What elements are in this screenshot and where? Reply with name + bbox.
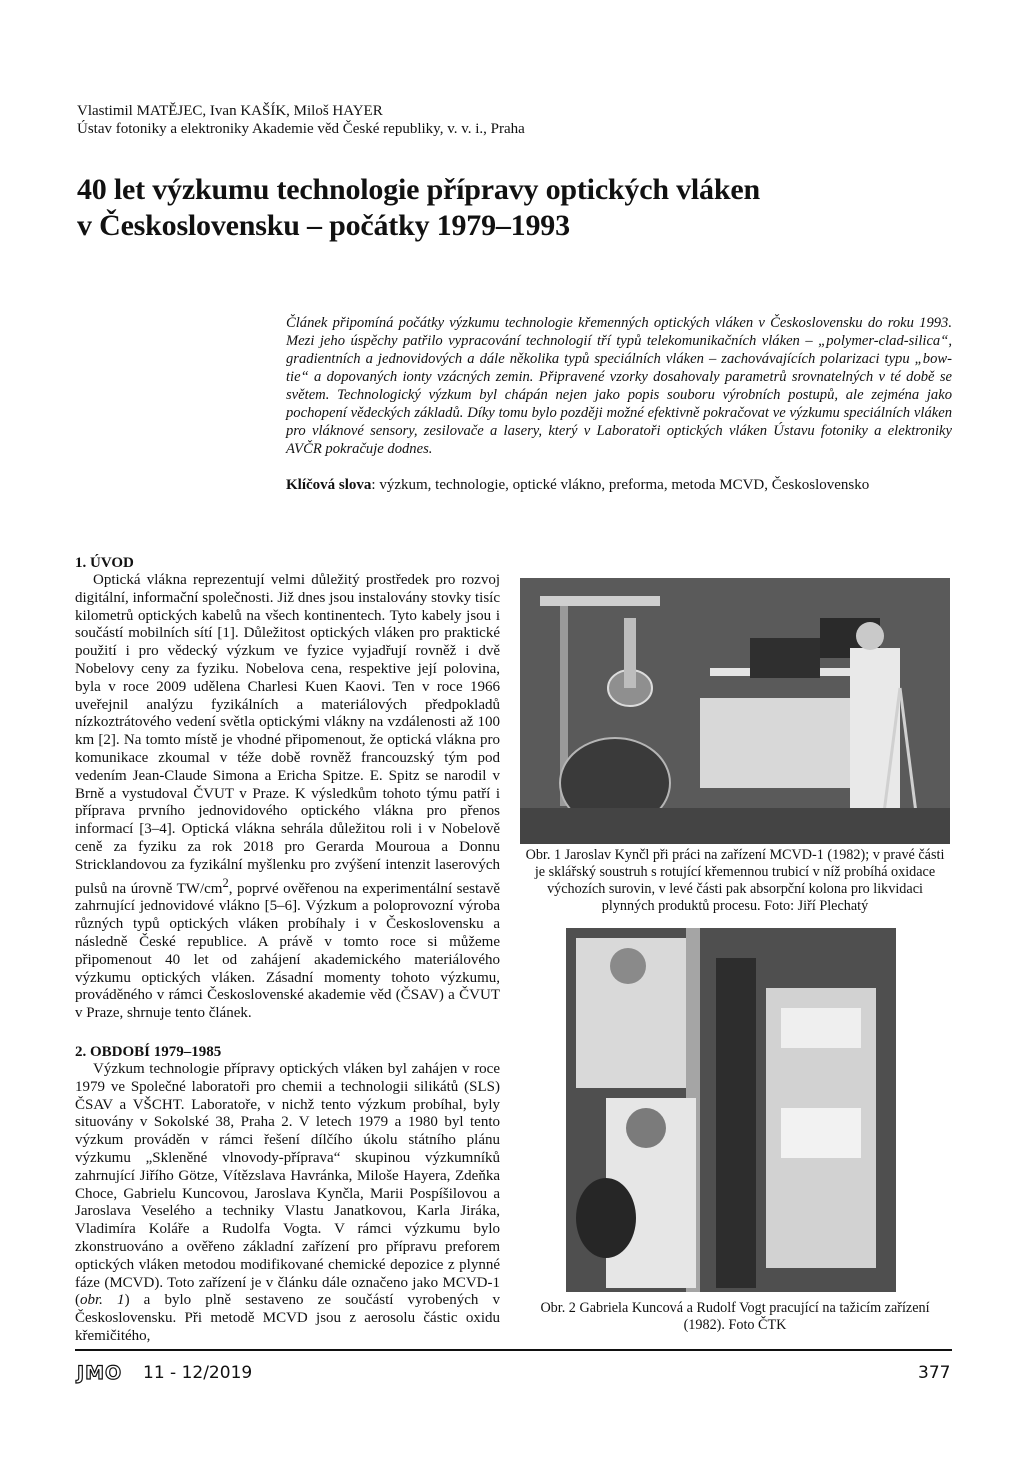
figure-2-photo: [566, 928, 896, 1292]
section-1-heading: 1. ÚVOD: [75, 555, 134, 571]
page-number: 377: [918, 1363, 951, 1383]
title-line-1: 40 let výzkumu technologie přípravy optických vláken: [77, 173, 760, 206]
mcvd-apparatus-illustration: [520, 578, 950, 844]
footer-divider: [75, 1349, 952, 1351]
section-period-1979-1985: [75, 1043, 500, 1346]
figure-1-caption: Obr. 1 Jaroslav Kynčl při práci na zařízení MCVD-1 (1982); v pravé části je sklářský soustruh s rotující křemennou trubicí v níž probíhá oxidace výchozích surovin, v levé části pak absorpční kolona pro likvidaci plynných produktů procesu. Foto: Jiří Plechatý: [525, 847, 945, 914]
fiber-drawing-tower-illustration: [566, 928, 896, 1292]
affiliation: Ústav fotoniky a elektroniky Akademie věd České republiky, v. v. i., Praha: [77, 121, 525, 137]
section-1-text-b: , poprvé ověřenou na experimentální sestavě zahrnující jednovidové vlákno [5–6]. Výzkum a poloprovozní výroba různých typů optických vláken probíhaly i v Československu a následně České republice. A právě v tomto roce si můžeme připomenout 40 let od zahájení akademického materiálového výzkumu optických vláken. Zásadní momenty tohoto výzkumu, prováděného v rámci Československé akademie věd (ČSAV) a ČVUT v Praze, shrnuje tento článek.: [75, 880, 500, 1022]
figure-1-photo: [520, 578, 950, 844]
section-2-heading: 2. OBDOBÍ 1979–1985: [75, 1044, 222, 1060]
abstract: Článek připomíná počátky výzkumu technologie křemenných optických vláken v Československu do roku 1993. Mezi jeho úspěchy patřilo vypracování technologií tří typů telekomunikačních vláken – „polymer-clad-silica“, gradientních a jednovidových a dále několika typů speciálních vláken – zachovávajících polarizaci typu „bow-tie“ a dopovaných ionty vzácných zemin. Připravené vzorky dosahovaly parametrů srovnatelných v té době se světem. Technologický výzkum byl chápán nejen jako popis souboru výrobních postupů, ale zejména jako pochopení vědeckých základů. Díky tomu bylo později možné efektivně pokračovat ve výzkumu speciálních vláken pro vláknové sensory, zesilovače a lasery, který v Laboratoři optických vláken Ústavu fotoniky a elektroniky AVČR pokračuje dodnes.: [286, 315, 952, 457]
keywords-text: : výzkum, technologie, optické vlákno, preforma, metoda MCVD, Československo: [371, 477, 870, 493]
title-line-2: v Československu – počátky 1979–1993: [77, 209, 570, 242]
section-2-text-a: Výzkum technologie přípravy optických vláken byl zahájen v roce 1979 ve Společné laboratoři pro chemii a technologii silikátů (SLS) ČSAV a VŠCHT. Laboratoře, v nichž tento výzkum probíhal, byly situovány v Sokolské 38, Praha 2. V letech 1979 a 1980 byl tento výzkum prováděn v rámci řešení dílčího úkolu státního plánu výzkumu „Skleněné vlnovody-příprava“ skupinou výzkumníků zahrnující Jiřího Götze, Vítězslava Havránka, Miloše Hayera, Zdeňka Choce, Gabrielu Kuncovou, Jaroslava Kynčla, Marii Pospíšilovou a Jaroslava Veselého a techniky Vlastu Janatkovou, Karla Jiráka, Vladimíra Kolářе a Rudolfa Vogta. V rámci výzkumu bylo zkonstruováno a ověřeno základní zařízení pro přípravu preforem optických vláken metodou modifikované chemické depozice z plynné fáze (MCVD). Toto zařízení je v článku dále označeno jako MCVD-1 (: [75, 1061, 500, 1309]
figure-2-caption: Obr. 2 Gabriela Kuncová a Rudolf Vogt pracující na tažicím zařízení (1982). Foto ČTK: [540, 1300, 930, 1333]
author-block: [77, 102, 525, 138]
section-introduction: [75, 554, 500, 1023]
section-2-paragraph: [75, 1061, 500, 1346]
figure-reference: obr. 1: [80, 1292, 125, 1309]
authors: Vlastimil MATĚJEC, Ivan KAŠÍK, Miloš HAYER: [77, 103, 383, 119]
keywords-label: Klíčová slova: [286, 477, 372, 493]
section-2-text-b: ) a bylo plně sestaveno ze součástí vyrobených v Československu. Při metodě MCVD jsou z aerosolu částic oxidu křemičitého,: [75, 1292, 500, 1344]
superscript-2: 2: [222, 875, 229, 890]
article-title: [77, 172, 947, 244]
section-1-paragraph: [75, 572, 500, 1023]
journal-logo: JMO: [77, 1362, 123, 1384]
keywords: [286, 476, 952, 494]
issue-number: 11 - 12/2019: [143, 1363, 253, 1383]
section-1-text-a: Optická vlákna reprezentují velmi důležitý prostředek pro rozvoj digitální, informační společnosti. Již dnes jsou instalovány stovky tisíc kilometrů optických kabelů na všech kontinentech. Tyto kabely jsou i součástí mobilních sítí [1]. Důležitost optických vláken pro praktické použití i pro vědecký výzkum ve fyzice vyjadřují rovněž i dvě Nobelovy ceny za fyziku. Nobelova cena, respektive její polovina, byla v roce 2009 udělena Charlesi Kuen Kaovi. Ten v roce 1966 uveřejnil analýzu fyzikálních a materiálových předpokladů nízkoztrátového vedení světla optickými vlákny na vzdálenosti až 100 km [2]. Na tomto místě je vhodné připomenout, že optická vlákna pro komunikace zkoumal v téže době rovněž francouzský tým pod vedením Jean-Claude Simona a Ericha Spitze. E. Spitz se narodil v Brně a vystudoval ČVUT v Praze. K výsledkům tohoto týmu patří i příprava prvního jednovidového optického vlákna pro přenos informací [3–4]. Optická vlákna sehrála důležitou roli i v Nobelově ceně za fyziku za rok 2018 pro Gerarda Mouroua a Donnu Stricklandovou za fyzikální myšlenku pro zvýšení intenzit laserových pulsů na úrovně TW/cm: [75, 572, 500, 897]
